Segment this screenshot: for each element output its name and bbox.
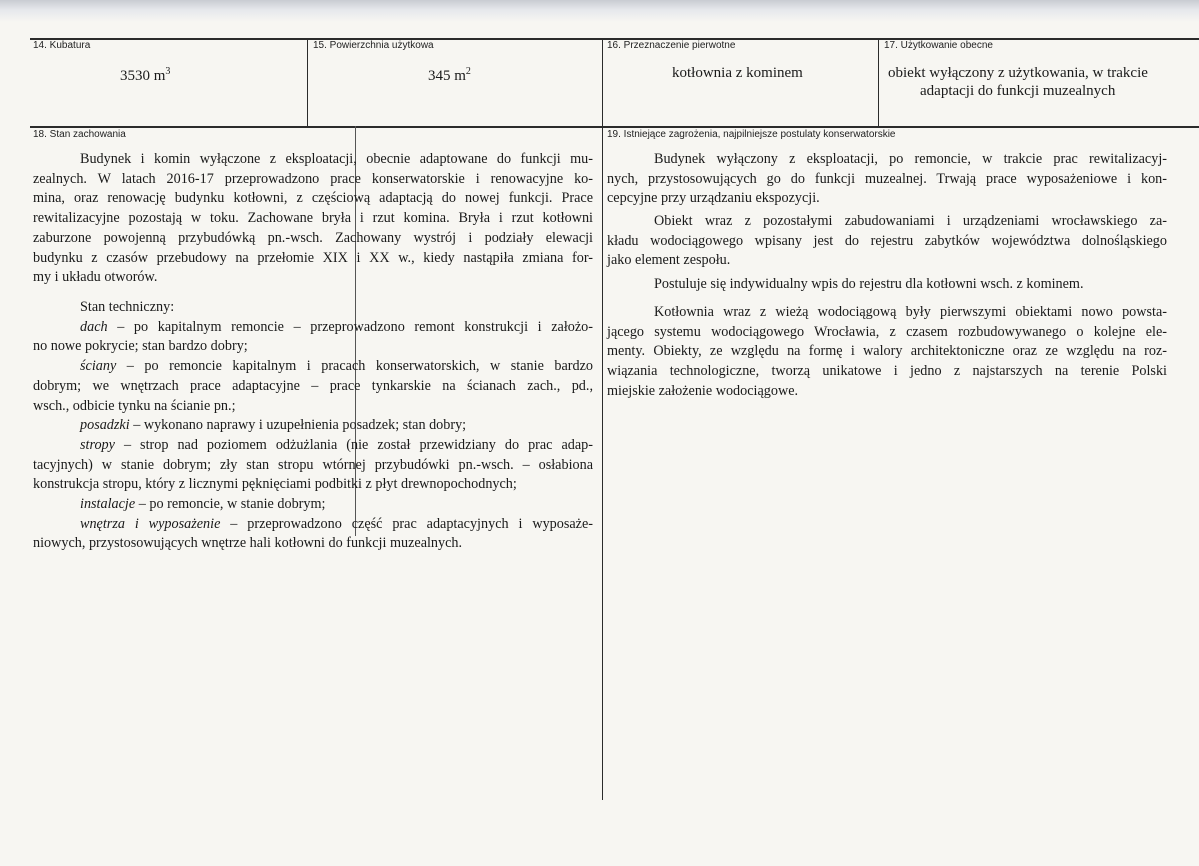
tech-item-posadzki bbox=[33, 416, 593, 436]
text-line: zealnych. W latach 2016-17 przeprowadzono prace konserwatorskie i renowacyjne ko- bbox=[33, 170, 593, 187]
tech-title: Stan techniczny: bbox=[80, 299, 175, 315]
field-18-header: 18. Stan zachowania bbox=[33, 129, 126, 140]
row-divider bbox=[30, 126, 1199, 128]
tech-term: ściany bbox=[80, 358, 117, 375]
tech-item-wnetrza bbox=[33, 515, 593, 535]
field-18-technical bbox=[33, 298, 593, 554]
text-line: menty. Obiekty, ze względu na formę i walory architektoniczne oraz ze względu na roz- bbox=[607, 343, 1167, 360]
tech-item-stropy bbox=[33, 436, 593, 456]
field-15-value bbox=[428, 66, 471, 86]
col-divider-right bbox=[878, 38, 879, 126]
field-15-value-text: 345 m bbox=[428, 68, 466, 84]
scan-edge bbox=[0, 0, 1199, 22]
tech-item-instalacje bbox=[33, 495, 593, 515]
tech-desc: – po remoncie, w stanie dobrym; bbox=[135, 496, 326, 513]
field-16-value: kotłownia z kominem bbox=[672, 65, 803, 81]
tech-desc: – strop nad poziomem odżużlania (nie został przewidziany do prac adap- bbox=[114, 436, 593, 453]
tech-desc: – po kapitalnym remoncie – przeprowadzono remont konstrukcji i założo- bbox=[107, 318, 593, 335]
text-line: no nowe pokrycie; stan bardzo dobry; bbox=[33, 338, 248, 355]
field-14-unit-exponent: 3 bbox=[165, 66, 171, 77]
text-line: jako element zespołu. bbox=[607, 252, 731, 269]
text-line: dobrym; we wnętrzach prace adaptacyjne – prace tynkarskie na ścianach zach., pd., bbox=[33, 377, 593, 394]
col-divider-mid-top bbox=[602, 38, 603, 126]
tech-item-sciany bbox=[33, 357, 593, 377]
text-line: Budynek i komin wyłączone z eksploatacji, obecnie adaptowane do funkcji mu- bbox=[80, 151, 593, 167]
field-17-value-line1: obiekt wyłączony z użytkowania, w trakcie bbox=[888, 65, 1148, 81]
field-19-header: 19. Istniejące zagrożenia, najpilniejsze postulaty konserwatorskie bbox=[607, 129, 896, 140]
text-line: niowych, przystosowujących wnętrze hali kotłowni do funkcji muzealnych. bbox=[33, 535, 463, 552]
field-14-value bbox=[120, 66, 170, 86]
text-line: Obiekt wraz z pozostałymi zabudowaniami i urządzeniami wrocławskiego za- bbox=[654, 213, 1167, 229]
text-line: Budynek wyłączony z eksploatacji, po remoncie, w trakcie prac rewitalizacyj- bbox=[654, 151, 1167, 167]
field-17-value-line2: adaptacji do funkcji muzealnych bbox=[920, 83, 1116, 99]
text-line: jącego systemu wodociągowego Wrocławia, z czasem rozbudowywanego o kolejne ele- bbox=[607, 323, 1167, 340]
field-14-value-text: 3530 m bbox=[120, 68, 166, 84]
text-line: miejskie założenie wodociągowe. bbox=[607, 382, 799, 399]
tech-item-dach bbox=[33, 318, 593, 338]
text-line: zaburzone powojenną przybudówką pn.-wsch. Zachowany wystrój i podziały elewacji bbox=[33, 229, 593, 246]
field-17-header: 17. Użytkowanie obecne bbox=[884, 40, 993, 51]
col-divider-mid-bottom bbox=[602, 126, 603, 800]
text-line: wiązania technologiczne, tworzą unikatowe i jedno z najstarszych na terenie Polski bbox=[607, 363, 1167, 380]
field-18-intro bbox=[33, 150, 593, 288]
tech-term: posadzki bbox=[80, 417, 130, 434]
tech-term: wnętrza i wyposażenie bbox=[80, 515, 221, 532]
col-divider-left bbox=[307, 38, 308, 126]
text-line: my i układu otworów. bbox=[33, 269, 158, 286]
tech-desc: – po remoncie kapitalnym i pracach konserwatorskich, w stanie bardzo bbox=[116, 358, 593, 375]
text-line: Postuluje się indywidualny wpis do rejestru dla kotłowni wsch. z kominem. bbox=[654, 276, 1084, 292]
text-line: tacyjnych) w stanie dobrym; zły stan stropu wtórnej przybudówki pn.-wsch. – osłabiona bbox=[33, 456, 593, 473]
text-line: rewitalizacyjne pozostają w toku. Zachowane bryła i rzut komina. Bryła i rzut kotłowni bbox=[33, 210, 593, 227]
field-19-paragraph-3 bbox=[607, 275, 1167, 295]
field-15-header: 15. Powierzchnia użytkowa bbox=[313, 40, 434, 51]
tech-term: dach bbox=[80, 318, 108, 335]
tech-term: stropy bbox=[80, 436, 115, 453]
tech-desc: – przeprowadzono część prac adaptacyjnych i wyposaże- bbox=[220, 515, 593, 532]
text-line: budynku z czasów przebudowy na przełomie XIX i XX w., kiedy nastąpiła zmiana for- bbox=[33, 249, 593, 266]
text-line: kładu wodociągowego wpisany jest do rejestru zabytków województwa dolnośląskiego bbox=[607, 232, 1167, 249]
tech-desc: – wykonano naprawy i uzupełnienia posadzek; stan dobry; bbox=[129, 417, 467, 434]
field-16-header: 16. Przeznaczenie pierwotne bbox=[607, 40, 736, 51]
text-line: nych, przystosowujących go do funkcji muzealnej. Trwają prace wyposażeniowe i kon- bbox=[607, 170, 1167, 187]
field-19-paragraph-4 bbox=[607, 303, 1167, 402]
text-line: konstrukcja stropu, który z licznymi pęknięciami podbitki z płyt drewnopochodnych; bbox=[33, 476, 517, 493]
text-line: wsch., odbicie tynku na ścianie pn.; bbox=[33, 397, 236, 414]
field-15-unit-exponent: 2 bbox=[465, 66, 471, 77]
field-19-paragraph-2 bbox=[607, 212, 1167, 271]
text-line: cepcyjne przy urządzaniu ekspozycji. bbox=[607, 190, 820, 207]
text-line: Kotłownia wraz z wieżą wodociągową były pierwszymi obiektami nowo powsta- bbox=[654, 304, 1167, 320]
field-19-paragraph-1 bbox=[607, 150, 1167, 209]
tech-term: instalacje bbox=[80, 496, 136, 513]
field-14-header: 14. Kubatura bbox=[33, 40, 91, 51]
text-line: mina, oraz renowację budynku kotłowni, z częściową adaptacją do nowej funkcji. Prace bbox=[33, 190, 593, 207]
